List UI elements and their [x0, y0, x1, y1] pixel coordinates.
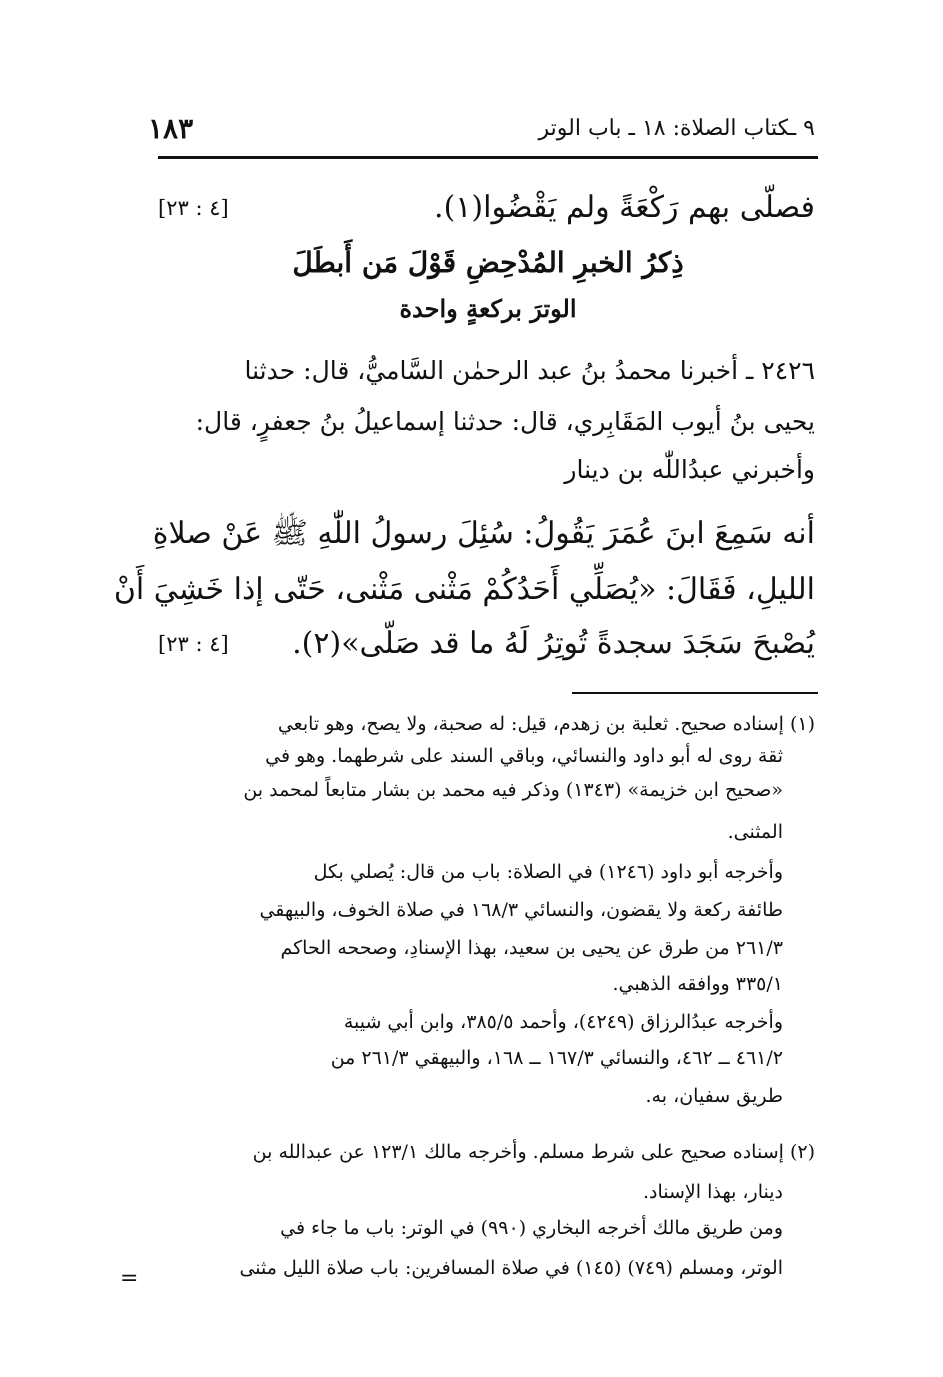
- footnote-line: (٢) إسناده صحيح على شرط مسلم. وأخرجه مالك ١٢٣/١ عن عبدالله بن: [252, 1141, 815, 1163]
- footnote-line: وأخرجه أبو داود (١٢٤٦) في الصلاة: باب من قال: يُصلي بكل: [313, 861, 783, 883]
- footnote-line: «صحيح ابن خزيمة» (١٣٤٣) وذكر فيه محمد بن بشار متابعاً لمحمد بن: [243, 779, 783, 801]
- header-divider: [158, 156, 818, 159]
- reference-top: [٤ : ٢٣]: [158, 196, 229, 220]
- footnote-line: ٣٣٥/١ ووافقه الذهبي.: [612, 973, 783, 995]
- section-subtitle: الوترَ بركعةٍ واحدة: [399, 294, 577, 323]
- footnote-line: وأخرجه عبدُالرزاق (٤٢٤٩)، وأحمد ٣٨٥/٥، وابن أبي شيبة: [343, 1011, 783, 1033]
- footnote-line: ومن طريق مالك أخرجه البخاري (٩٩٠) في الوتر: باب ما جاء في: [280, 1217, 783, 1239]
- footnote-line: ٢٦١/٣ من طرق عن يحيى بن سعيد، بهذا الإسنادِ، وصححه الحاكم: [280, 937, 783, 959]
- footnote-line: دينار، بهذا الإسناد.: [642, 1181, 783, 1203]
- opening-line: فصلّى بهم رَكْعَةً ولم يَقْضُوا(١).: [434, 190, 815, 225]
- section-title: ذِكرُ الخبرِ المُدْحِضِ قَوْلَ مَن أَبطَلَ: [292, 246, 684, 279]
- reference-matn: [٤ : ٢٣]: [158, 632, 229, 656]
- running-head: ٩ ـكتاب الصلاة: ١٨ ـ باب الوتر: [538, 116, 815, 141]
- footnote-line: ٤٦١/٢ ــ ٤٦٢، والنسائي ١٦٧/٣ ــ ١٦٨، والبيهقي ٢٦١/٣ من: [330, 1047, 783, 1069]
- matn-line: أنه سَمِعَ ابنَ عُمَرَ يَقُولُ: سُئِلَ رسولُ اللّٰهِ ﷺ عَنْ صلاةِ: [152, 516, 815, 551]
- footnote-line: طائفة ركعة ولا يقضون، والنسائي ١٦٨/٣ في صلاة الخوف، والبيهقي: [259, 899, 783, 921]
- matn-line: الليلِ، فَقَالَ: «يُصَلِّي أَحَدُكُمْ مَثْنى مَثْنى، حَتّى إذا خَشِيَ أَنْ: [113, 572, 815, 607]
- isnad-line: ٢٤٢٦ ـ أخبرنا محمدُ بنُ عبد الرحمٰن السَّاميُّ، قال: حدثنا: [244, 356, 815, 385]
- footnote-line: الوتر، ومسلم (٧٤٩) (١٤٥) في صلاة المسافرين: باب صلاة الليل مثنى: [239, 1257, 783, 1279]
- footnote-line: طريق سفيان، به.: [645, 1085, 783, 1107]
- footnote-line: ثقة روى له أبو داود والنسائي، وباقي السند على شرطهما. وهو في: [265, 745, 783, 767]
- isnad-line: يحيى بنُ أيوب المَقَابِري، قال: حدثنا إسماعيلُ بنُ جعفرٍ، قال:: [195, 407, 815, 436]
- page-number: ١٨٣: [148, 112, 194, 145]
- isnad-line: وأخبرني عبدُاللّٰه بن دينار: [564, 455, 815, 484]
- matn-line: يُصْبحَ سَجَدَ سجدةً تُوتِرُ لَهُ ما قد صَلّى»(٢).: [292, 626, 815, 661]
- footnote-line: المثنى.: [727, 821, 783, 843]
- footnote-line: (١) إسناده صحيح. ثعلبة بن زهدم، قيل: له صحبة، ولا يصح، وهو تابعي: [277, 713, 815, 735]
- footnote-divider: [572, 692, 818, 694]
- continuation-mark: =: [120, 1266, 139, 1291]
